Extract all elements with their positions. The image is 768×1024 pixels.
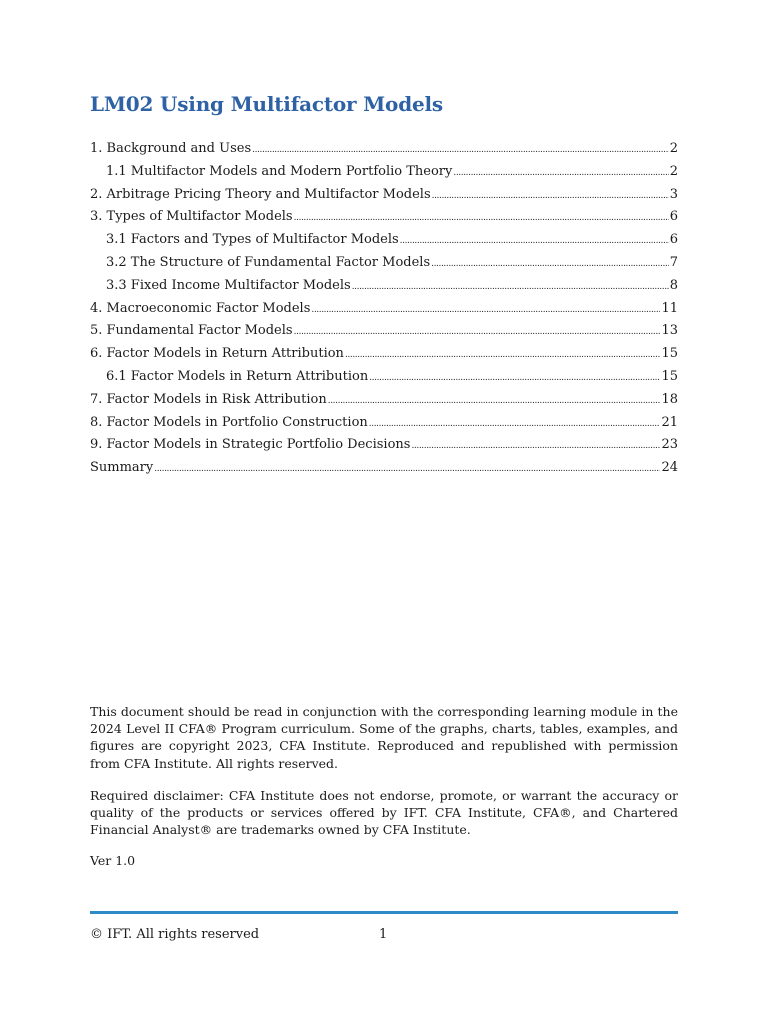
toc-entry-label: 6. Factor Models in Return Attribution [90,346,344,362]
toc-entry-page: 2 [669,141,678,156]
toc-entry[interactable] [90,206,678,229]
document-title: LM02 Using Multifactor Models [90,92,443,116]
toc-dot-leader [252,139,669,162]
toc-entry-page: 24 [661,460,678,476]
toc-entry[interactable] [90,161,678,184]
toc-entry[interactable] [90,343,678,366]
required-disclaimer [90,787,678,839]
toc-entry-page: 6 [669,209,678,225]
toc-entry[interactable] [90,366,678,389]
toc-entry[interactable] [90,389,678,412]
toc-entry-page: 2 [669,163,678,179]
toc-entry[interactable] [90,138,678,161]
toc-dot-leader [432,185,669,208]
footer-divider [90,911,678,914]
toc-entry-page: 15 [661,346,678,362]
toc-dot-leader [311,299,660,322]
footer-copyright: © IFT. All rights reserved [90,927,260,942]
toc-entry[interactable] [90,229,678,252]
toc-entry[interactable] [90,412,678,435]
usage-notice-text: This document should be read in conjunction with the corresponding learning module in the 2024 Level II CFA® Program curriculum. Some of the graphs, charts, tables, examples, and figures are copyright 2023, CFA Institute. Reproduced and republished with permission from CFA Institute. All rights reserved. [90,704,678,771]
toc-entry-label: 1.1 Multifactor Models and Modern Portfolio Theory [106,163,453,179]
version-label: Ver 1.0 [90,853,136,868]
toc-entry-label: 7. Factor Models in Risk Attribution [90,391,327,407]
toc-entry-label: 6.1 Factor Models in Return Attribution [106,368,369,384]
toc-dot-leader [294,321,661,344]
toc-entry[interactable] [90,252,678,275]
toc-entry-page: 18 [661,391,678,407]
toc-entry[interactable] [90,275,678,298]
toc-entry-page: 23 [661,437,678,453]
toc-entry-page: 8 [669,277,678,293]
toc-dot-leader [369,413,661,436]
toc-entry[interactable] [90,184,678,207]
toc-dot-leader [294,207,669,230]
toc-entry-label: 3.1 Factors and Types of Multifactor Models [106,232,399,248]
toc-entry[interactable] [90,320,678,343]
table-of-contents [90,138,678,480]
disclaimer-text: Required disclaimer: CFA Institute does not endorse, promote, or warrant the accuracy or quality of the products or services offered by IFT. CFA Institute, CFA®, and Chartered Financial Analyst® are trademarks owned by CFA Institute. [90,788,678,838]
toc-entry-page: 21 [661,414,678,430]
toc-entry-label: 4. Macroeconomic Factor Models [90,300,311,316]
toc-dot-leader [328,390,661,413]
toc-entry-page: 13 [661,323,678,339]
toc-entry-label: 3.3 Fixed Income Multifactor Models [106,277,351,293]
toc-dot-leader [453,162,668,185]
toc-entry-label: 1. Background and Uses [90,141,252,156]
toc-entry-label: 8. Factor Models in Portfolio Construction [90,414,368,430]
toc-entry-page: 3 [669,186,678,202]
toc-entry-label: 5. Fundamental Factor Models [90,323,293,339]
footer-page-number: 1 [379,927,388,942]
toc-entry[interactable] [90,434,678,457]
toc-dot-leader [369,367,660,390]
toc-entry-page: 15 [661,368,678,384]
toc-entry-label: 9. Factor Models in Strategic Portfolio Decisions [90,437,411,453]
toc-entry-label: 3.2 The Structure of Fundamental Factor Models [106,254,431,270]
toc-dot-leader [345,344,661,367]
toc-dot-leader [400,230,669,253]
toc-entry-page: 7 [669,254,678,270]
toc-entry-label: 2. Arbitrage Pricing Theory and Multifactor Models [90,186,431,202]
toc-entry-page: 11 [661,300,678,316]
toc-dot-leader [352,276,669,299]
toc-entry[interactable] [90,457,678,480]
toc-entry-label: Summary [90,460,154,476]
toc-dot-leader [411,435,660,458]
toc-entry-label: 3. Types of Multifactor Models [90,209,293,225]
toc-entry-page: 6 [669,232,678,248]
usage-notice [90,703,678,772]
toc-dot-leader [431,253,669,276]
toc-dot-leader [154,458,660,481]
toc-entry[interactable] [90,298,678,321]
